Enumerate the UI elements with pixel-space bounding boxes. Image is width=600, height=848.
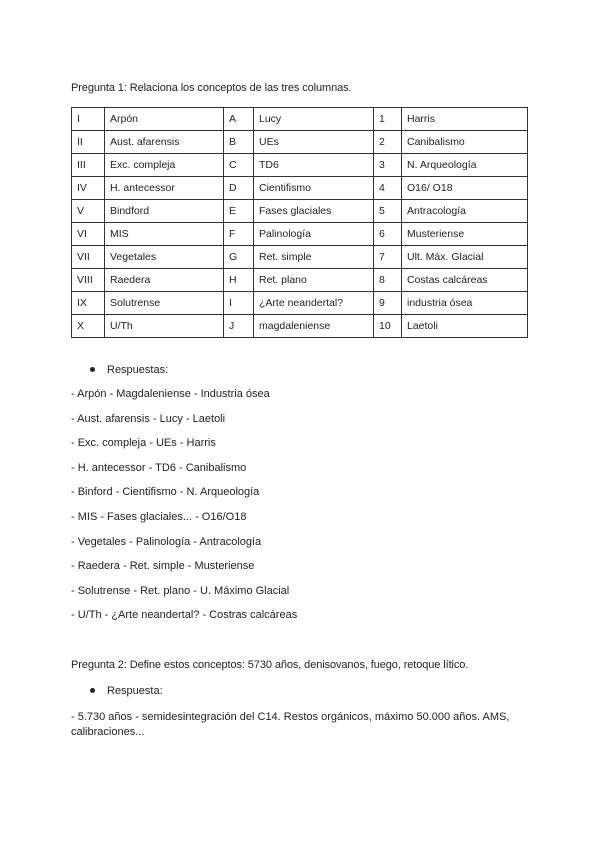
matching-table: [71, 107, 528, 338]
number-cell: 5: [374, 200, 402, 223]
column-2-cell: Lucy: [254, 108, 374, 131]
column-3-cell: Musteriense: [402, 223, 528, 246]
letter-cell: I: [224, 292, 254, 315]
column-2-cell: Ret. simple: [254, 246, 374, 269]
answer-line: - Exc. compleja - UEs - Harris: [71, 437, 216, 450]
roman-cell: II: [72, 131, 105, 154]
roman-cell: VII: [72, 246, 105, 269]
number-cell: 6: [374, 223, 402, 246]
letter-cell: H: [224, 269, 254, 292]
answer-line: - U/Th - ¿Arte neandertal? - Costras calcáreas: [71, 609, 298, 622]
column-2-cell: Palinología: [254, 223, 374, 246]
number-cell: 7: [374, 246, 402, 269]
letter-cell: B: [224, 131, 254, 154]
letter-cell: E: [224, 200, 254, 223]
table-row: [72, 200, 528, 223]
answer-line: - MIS - Fases glaciales... - O16/O18: [71, 511, 247, 523]
column-1-cell: U/Th: [105, 315, 224, 338]
column-3-cell: Canibalismo: [402, 131, 528, 154]
table-row: [72, 292, 528, 315]
number-cell: 4: [374, 177, 402, 200]
roman-cell: VI: [72, 223, 105, 246]
roman-cell: I: [72, 108, 105, 131]
answer-line: - H. antecessor - TD6 - Canibalismo: [71, 461, 247, 474]
answer-line: - Arpón - Magdaleniense - Industria ósea: [71, 388, 270, 400]
bullet-icon: [90, 367, 95, 372]
roman-cell: V: [72, 200, 105, 223]
question-1-prompt: Pregunta 1: Relaciona los conceptos de las tres columnas.: [71, 82, 352, 94]
letter-cell: J: [224, 315, 254, 338]
number-cell: 1: [374, 108, 402, 131]
table-row: [72, 269, 528, 292]
column-3-cell: N. Arqueología: [402, 154, 528, 177]
roman-cell: III: [72, 154, 105, 177]
answer-line: - Binford - Cientifismo - N. Arqueología: [71, 486, 260, 499]
answer-line: - Solutrense - Ret. plano - U. Máximo Glacial: [71, 584, 290, 597]
table-row: [72, 108, 528, 131]
bullet-icon: [90, 688, 95, 693]
table-row: [72, 315, 528, 338]
table-row: [72, 246, 528, 269]
roman-cell: X: [72, 315, 105, 338]
number-cell: 10: [374, 315, 402, 338]
letter-cell: F: [224, 223, 254, 246]
number-cell: 3: [374, 154, 402, 177]
column-1-cell: Vegetales: [105, 246, 224, 269]
column-3-cell: Harris: [402, 108, 528, 131]
column-2-cell: magdaleniense: [254, 315, 374, 338]
answer-2-heading: [90, 685, 163, 697]
answer-line: - Vegetales - Palinología - Antracología: [71, 535, 262, 548]
letter-cell: G: [224, 246, 254, 269]
number-cell: 9: [374, 292, 402, 315]
answer-line: - Raedera - Ret. simple - Musteriense: [71, 560, 255, 573]
column-3-cell: industria ósea: [402, 292, 528, 315]
table-row: [72, 177, 528, 200]
table-row: [72, 223, 528, 246]
answers-heading-label: Respuestas:: [107, 364, 169, 376]
number-cell: 8: [374, 269, 402, 292]
column-1-cell: Arpón: [105, 108, 224, 131]
column-2-cell: TD6: [254, 154, 374, 177]
column-1-cell: Bindford: [105, 200, 224, 223]
column-1-cell: Solutrense: [105, 292, 224, 315]
column-2-cell: UEs: [254, 131, 374, 154]
letter-cell: A: [224, 108, 254, 131]
answer-line: - Aust. afarensis - Lucy - Laetoli: [71, 412, 226, 425]
column-2-cell: Cientifismo: [254, 177, 374, 200]
column-2-cell: Ret. plano: [254, 269, 374, 292]
column-3-cell: Costas calcáreas: [402, 269, 528, 292]
column-1-cell: Raedera: [105, 269, 224, 292]
table-row: [72, 154, 528, 177]
column-3-cell: Ult. Máx. Glacial: [402, 246, 528, 269]
answer-2-heading-label: Respuesta:: [107, 685, 163, 697]
answer-2-text: - 5.730 años - semidesintegración del C14. Restos orgánicos, máximo 50.000 años. AMS, calibraciones...: [71, 711, 510, 738]
column-1-cell: Aust. afarensis: [105, 131, 224, 154]
column-1-cell: Exc. compleja: [105, 154, 224, 177]
roman-cell: IV: [72, 177, 105, 200]
question-2-prompt: Pregunta 2: Define estos conceptos: 5730 años, denisovanos, fuego, retoque lítico.: [71, 659, 469, 671]
column-1-cell: H. antecessor: [105, 177, 224, 200]
column-1-cell: MIS: [105, 223, 224, 246]
roman-cell: IX: [72, 292, 105, 315]
letter-cell: C: [224, 154, 254, 177]
answers-heading: [90, 364, 168, 376]
column-3-cell: O16/ O18: [402, 177, 528, 200]
column-2-cell: ¿Arte neandertal?: [254, 292, 374, 315]
column-3-cell: Antracología: [402, 200, 528, 223]
letter-cell: D: [224, 177, 254, 200]
roman-cell: VIII: [72, 269, 105, 292]
column-3-cell: Laetoli: [402, 315, 528, 338]
number-cell: 2: [374, 131, 402, 154]
table-row: [72, 131, 528, 154]
column-2-cell: Fases glaciales: [254, 200, 374, 223]
